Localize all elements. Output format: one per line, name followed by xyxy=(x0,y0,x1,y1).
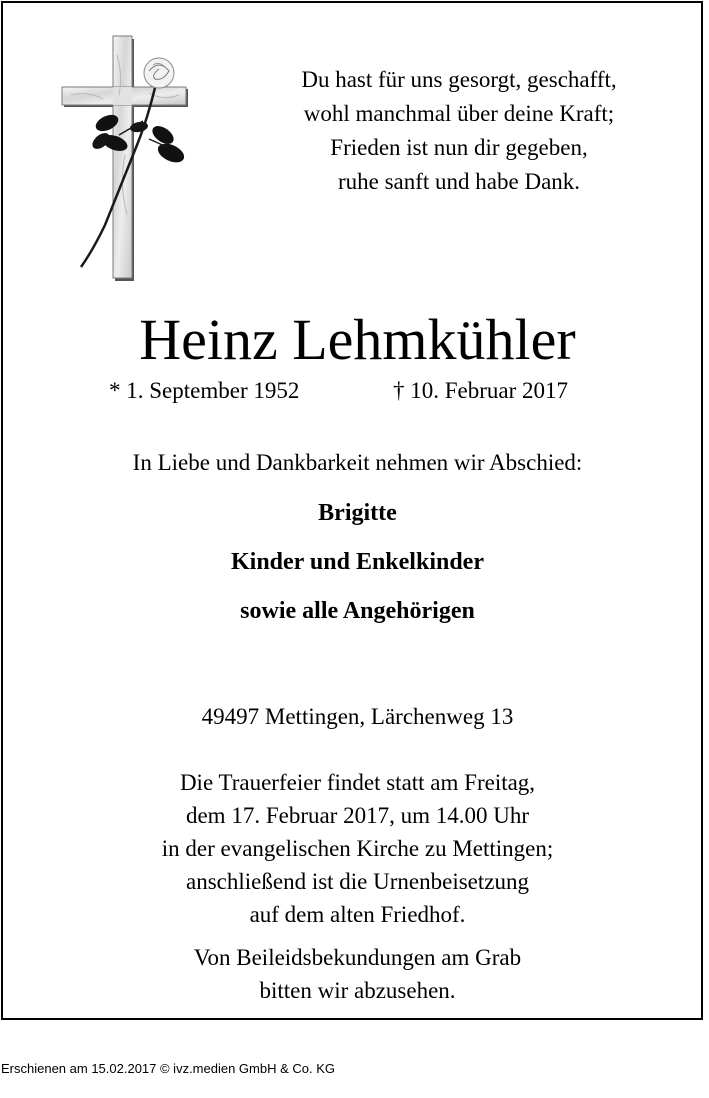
service-line: in der evangelischen Kirche zu Mettingen; xyxy=(161,836,554,861)
mourner-name: sowie alle Angehörigen xyxy=(240,598,475,624)
condolence-line: bitten wir abzusehen. xyxy=(259,978,456,1003)
obituary-frame xyxy=(1,1,703,1020)
service-line: dem 17. Februar 2017, um 14.00 Uhr xyxy=(185,803,530,828)
poem-line: wohl manchmal über deine Kraft; xyxy=(303,101,615,126)
mourner-name: Brigitte xyxy=(318,500,397,526)
condolence-note xyxy=(3,941,709,1007)
funeral-service-info xyxy=(3,766,709,931)
cross-with-rose-icon xyxy=(59,35,191,283)
poem-verse xyxy=(239,63,679,199)
poem-line: ruhe sanft und habe Dank. xyxy=(337,169,581,194)
mourner-name: Kinder und Enkelkinder xyxy=(231,549,484,575)
mourners-list xyxy=(3,497,709,644)
publication-footer: Erschienen am 15.02.2017 © ivz.medien GmbH & Co. KG xyxy=(1,1061,336,1076)
poem-line: Frieden ist nun dir gegeben, xyxy=(330,135,588,160)
death-date: † 10. Februar 2017 xyxy=(393,378,569,403)
service-line: Die Trauerfeier findet statt am Freitag, xyxy=(179,770,536,795)
poem-line: Du hast für uns gesorgt, geschafft, xyxy=(301,67,617,92)
condolence-line: Von Beileidsbekundungen am Grab xyxy=(193,945,522,970)
deceased-name: Heinz Lehmkühler xyxy=(139,307,576,372)
service-line: auf dem alten Friedhof. xyxy=(249,902,466,927)
service-line: anschließend ist die Urnenbeisetzung xyxy=(186,869,529,894)
family-address: 49497 Mettingen, Lärchenweg 13 xyxy=(201,704,514,729)
farewell-intro: In Liebe und Dankbarkeit nehmen wir Abschied: xyxy=(132,450,583,475)
birth-date: * 1. September 1952 xyxy=(109,378,300,403)
